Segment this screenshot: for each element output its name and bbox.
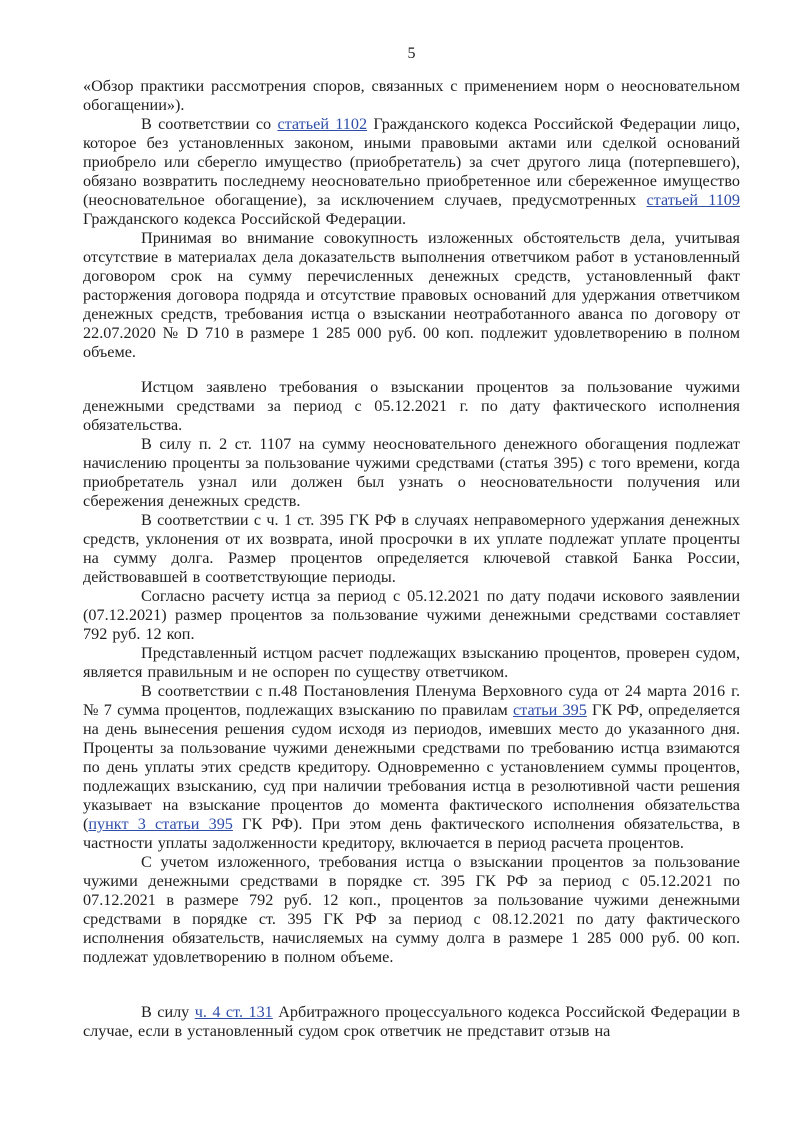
para-calc-verified	[83, 644, 740, 682]
hyperlink[interactable]: статьей 1109	[646, 191, 740, 209]
hyperlink[interactable]: ч. 4 ст. 131	[194, 1003, 273, 1021]
page-number: 5	[407, 45, 416, 62]
text-run: С учетом изложенного, требования истца о взыскании процентов за пользование чужими денежными средствами в порядке ст. 395 ГК РФ за период с 05.12.2021 по 07.12.2021 в размере 792 руб. 12 коп., процентов за пользование чужими денежными средствами в порядке ст. 395 ГК РФ за период с 08.12.2021 по дату фактического исполнения обязательств, начисляемых на сумму долга в размере 1 285 000 руб. 00 коп. подлежат удовлетворению в полном объеме.	[83, 853, 740, 966]
text-run: «Обзор практики рассмотрения споров, связанных с применением норм о неосновательном обогащении»).	[83, 77, 740, 114]
text-run: Принимая во внимание совокупность изложенных обстоятельств дела, учитывая отсутствие в материалах дела доказательств выполнения ответчиком работ в установленный договором срок на сумму перечисленных денежных средств, установленный факт расторжения договора подряда и отсутствие правовых оснований для удержания ответчиком денежных средств, требования истца о взыскании неотработанного аванса по договору от 22.07.2020 № D 710 в размере 1 285 000 руб. 00 коп. подлежит удовлетворению в полном объеме.	[83, 229, 740, 361]
para-calc-istca	[83, 587, 740, 644]
text-run: ГК РФ, определяется на день вынесения решения судом исходя из периодов, имевших место до указанного дня. Проценты за пользование чужими денежными средствами по требованию истца взимаются по день уплаты этих средств кредитору. Одновременно с установлением суммы процентов, подлежащих взысканию, суд при наличии требования истца в резолютивной части решения указывает на взыскание процентов до момента фактического исполнения обязательства (	[83, 701, 741, 833]
para-plenum-48	[83, 682, 740, 853]
text-run: Арбитражного процессуального кодекса Российской Федерации в случае, если в установленный судом срок ответчик не представит отзыв на	[83, 1003, 741, 1040]
text-run: В соответствии со	[141, 115, 278, 133]
para-gk-1102	[83, 115, 740, 229]
text-run: Истцом заявлено требования о взыскании процентов за пользование чужими денежными средствами за период с 05.12.2021 г. по дату фактического исполнения обязательства.	[83, 378, 740, 434]
hyperlink[interactable]: статьей 1102	[277, 115, 368, 133]
para-apk-131	[83, 1003, 740, 1041]
text-run: Согласно расчету истца за период с 05.12.2021 по дату подачи искового заявлении (07.12.2021) размер процентов за пользование чужими денежными средствами составляет 792 руб. 12 коп.	[83, 587, 740, 643]
text-run: Гражданского кодекса Российской Федерации.	[83, 210, 407, 228]
text-run: Гражданского кодекса Российской Федерации лицо, которое без установленных законом, иными правовыми актами или сделкой оснований приобрело или сберегло имущество (приобретатель) за счет другого лица (потерпевшего), обязано возвратить последнему неосновательно приобретенное или сбереженное имущество (неосновательное обогащение), за исключением случаев, предусмотренных	[83, 115, 740, 209]
text-run: В силу п. 2 ст. 1107 на сумму неосновательного денежного обогащения подлежат начислению проценты за пользование чужими средствами (статья 395) с того времени, когда приобретатель узнал или должен был узнать о неосновательности получения или сбережения денежных средств.	[83, 435, 740, 510]
para-avans-conclusion	[83, 229, 740, 362]
hyperlink[interactable]: статьи 395	[512, 701, 587, 719]
hyperlink[interactable]: пункт 3 статьи 395	[88, 815, 233, 833]
text-run: В соответствии с п.48 Постановления Пленума Верховного суда от 24 марта 2016 г. № 7 сумма процентов, подлежащих взысканию по правилам	[83, 682, 740, 719]
para-st-1107	[83, 435, 740, 511]
text-run: В силу	[141, 1003, 195, 1021]
document-body	[83, 77, 740, 1041]
text-run: Представленный истцом расчет подлежащих взысканию процентов, проверен судом, является правильным и не оспорен по существу ответчиком.	[83, 644, 740, 681]
text-run: В соответствии с ч. 1 ст. 395 ГК РФ в случаях неправомерного удержания денежных средств, уклонения от их возврата, иной просрочки в их уплате подлежат уплате проценты на сумму долга. Размер процентов определяется ключевой ставкой Банка России, действовавшей в соответствующие периоды.	[83, 511, 740, 586]
para-st-395	[83, 511, 740, 587]
para-review-quote	[83, 77, 740, 115]
para-interest-claim	[83, 378, 740, 435]
para-interest-conclusion	[83, 853, 740, 967]
text-run: ГК РФ). При этом день фактического исполнения обязательства, в частности уплаты задолженности кредитору, включается в период расчета процентов.	[83, 815, 740, 852]
